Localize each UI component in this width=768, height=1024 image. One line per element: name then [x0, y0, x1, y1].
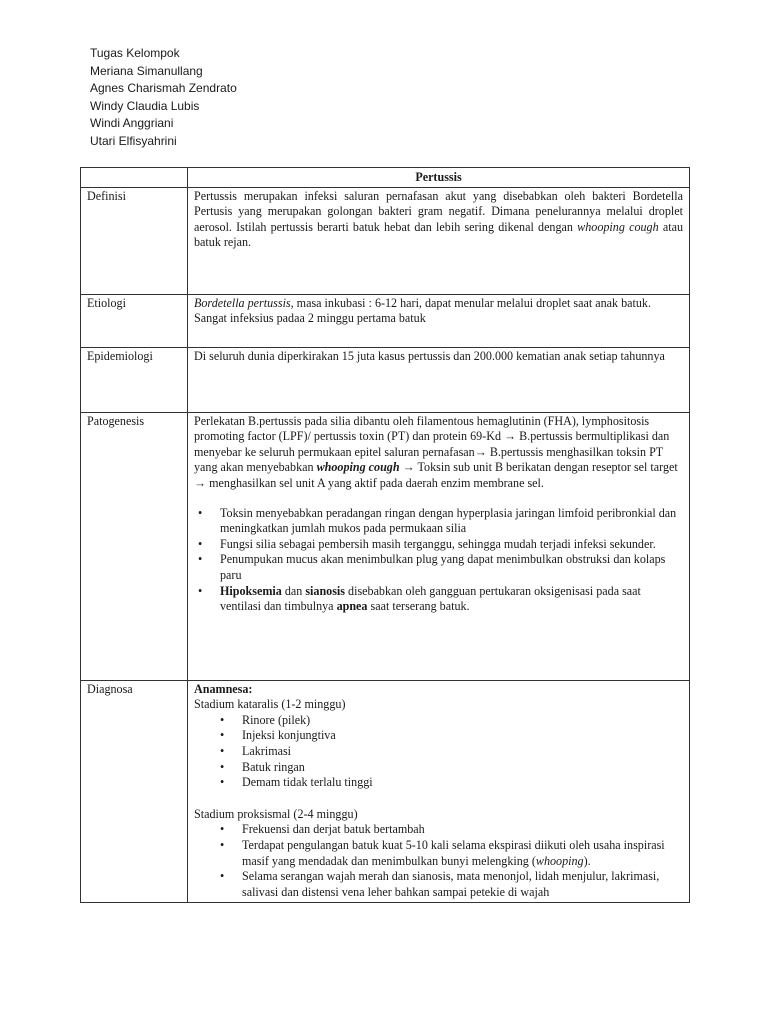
etiologi-text: masa inkubasi : 6-12 hari, dapat menular melalui droplet saat anak batuk. Sangat infeksius padaa 2 minggu pertama batuk — [194, 295, 651, 326]
epidemiologi-content: Di seluruh dunia diperkirakan 15 juta kasus pertussis dan 200.000 kematian anak setiap tahunnya — [188, 347, 690, 412]
row-label-definisi: Definisi — [81, 187, 188, 294]
table-row — [81, 187, 690, 294]
diagnosa-content — [188, 680, 690, 903]
row-label-patogenesis: Patogenesis — [81, 412, 188, 680]
stage1-list — [194, 713, 683, 791]
list-item: • Penumpukan mucus akan menimbulkan plug yang dapat menimbulkan obstruksi dan kolaps paru — [218, 552, 683, 583]
bold-term: apnea — [336, 599, 368, 614]
member-name: Windy Claudia Lubis — [90, 98, 200, 113]
list-text: saat terserang batuk. — [367, 599, 470, 614]
definisi-text-end: atau batuk rejan. — [194, 219, 683, 250]
table-row — [81, 294, 690, 347]
list-item — [218, 584, 683, 615]
list-item: • Demam tidak terlalu tinggi — [240, 775, 683, 791]
list-text: Terdapat pengulangan batuk kuat 5-10 kali selama ekspirasi diikuti oleh usaha inspirasi masif yang mendadak dan menimbulkan bunyi melengking ( — [242, 837, 665, 868]
member-name: Meriana Simanullang — [90, 63, 203, 78]
patogenesis-paragraph — [194, 414, 683, 492]
list-text: disebabkan oleh gangguan pertukaran oksigenisasi pada saat ventilasi dan timbulnya — [220, 583, 641, 614]
member-name: Agnes Charismah Zendrato — [90, 81, 237, 96]
assignment-title: Tugas Kelompok — [90, 46, 180, 60]
member-name: Utari Elfisyahrini — [90, 133, 177, 148]
definisi-text: Pertussis merupakan infeksi saluran pernafasan akut yang disebabkan oleh bakteri Bordetella Pertusis yang merupakan golongan bakteri gram negatif. Dimana penelurannya melalui droplet aerosol. Istilah pertussis berarti batuk hebat dan lebih sering dikenal dengan — [194, 188, 683, 234]
list-emphasis: whooping — [535, 853, 584, 868]
list-item: • Frekuensi dan derjat batuk bertambah — [240, 822, 683, 838]
patogenesis-text: Perlekatan B.pertussis pada silia dibantu oleh filamentous hemaglutinin (FHA), lymphositosis promoting factor (LPF)/ pertussis toxin (PT) dan protein 69-Kd → B.pertussis bermultiplikasi dan menyebar ke seluruh permukaan epitel saluran pernafasan→ B.pertussis menghasilkan toksin PT yang akan menyebabkan — [194, 413, 670, 475]
table-row — [81, 347, 690, 412]
stage2-list — [194, 822, 683, 900]
stage-title: Stadium proksismal (2-4 minggu) — [194, 806, 358, 821]
stage-title: Stadium kataralis (1-2 minggu) — [194, 697, 346, 712]
anamnesa-heading: Anamnesa: — [194, 681, 253, 696]
table-row — [81, 680, 690, 903]
etiologi-emphasis: Bordetella pertussis, — [194, 295, 294, 310]
row-label-diagnosa: Diagnosa — [81, 680, 188, 903]
definisi-emphasis: whooping cough — [577, 219, 659, 234]
list-text: dan — [281, 583, 306, 598]
member-name: Windi Anggriani — [90, 116, 174, 131]
row-label-etiologi: Etiologi — [81, 294, 188, 347]
table-heading: Pertussis — [188, 168, 690, 188]
row-label-epidemiologi: Epidemiologi — [81, 347, 188, 412]
table-header-row — [81, 168, 690, 188]
empty-header-cell — [81, 168, 188, 188]
list-item: • Injeksi konjungtiva — [240, 728, 683, 744]
patogenesis-emphasis: whooping cough — [316, 460, 400, 475]
patogenesis-content — [188, 412, 690, 680]
list-item: • Batuk ringan — [240, 760, 683, 776]
list-item: • Rinore (pilek) — [240, 713, 683, 729]
list-item: • Fungsi silia sebagai pembersih masih terganggu, sehingga mudah terjadi infeksi sekunder. — [218, 537, 683, 553]
list-item: • Lakrimasi — [240, 744, 683, 760]
definisi-content — [188, 187, 690, 294]
list-item: • Toksin menyebabkan peradangan ringan dengan hyperplasia jaringan limfoid peribronkial dan meningkatkan jumlah mukos pada permukaan silia — [218, 506, 683, 537]
patogenesis-list — [194, 506, 683, 615]
patogenesis-text-end: → Toksin sub unit B berikatan dengan reseptor sel target → menghasilkan sel unit A yang aktif pada daerah enzim membrane sel. — [194, 460, 678, 490]
list-text: ). — [583, 853, 591, 868]
spacer — [194, 791, 683, 807]
pertussis-table — [80, 167, 690, 903]
group-header — [90, 45, 237, 151]
bold-term: Hipoksemia — [220, 583, 282, 598]
list-item — [240, 838, 683, 869]
table-row — [81, 412, 690, 680]
bold-term: sianosis — [305, 583, 346, 598]
etiologi-content — [188, 294, 690, 347]
list-item: • Selama serangan wajah merah dan sianosis, mata menonjol, lidah menjulur, lakrimasi, salivasi dan distensi vena leher bahkan sampai petekie di wajah — [240, 869, 683, 900]
